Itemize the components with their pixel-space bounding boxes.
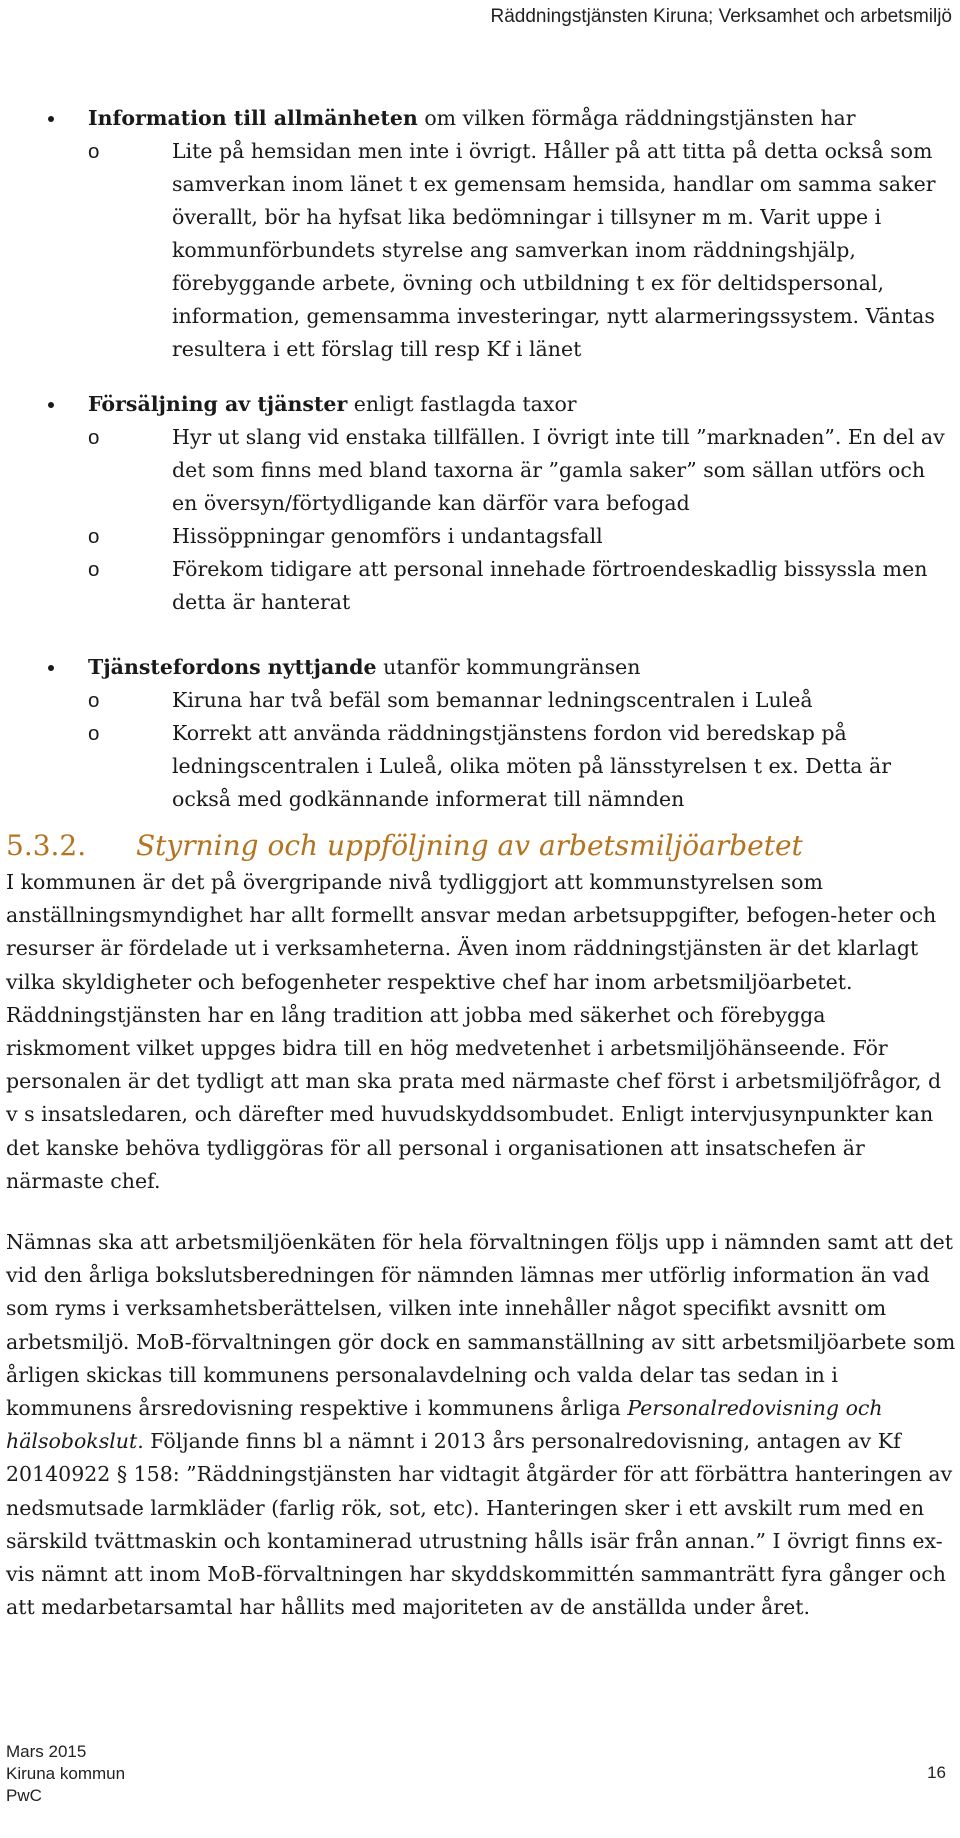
bullet-text: enligt fastlagda taxor: [347, 392, 577, 416]
bullet-forsaljning: [6, 388, 956, 619]
footer-municipality: Kiruna kommun: [6, 1764, 126, 1783]
bullet-dot-icon: [48, 402, 54, 408]
body-paragraph: I kommunen är det på övergripande nivå tydliggjort att kommunstyrelsen som anställningsmyndighet har allt formellt ansvar medan arbetsuppgifter, befogen-heter och resurser är fördelade ut i verksamheterna. Även inom räddningstjänsten är det klarlagt vilka skyldigheter och befogenheter respektive chef har inom arbetsmiljöarbetet. Räddningstjänsten har en lång tradition att jobba med säkerhet och förebygga riskmoment vilket uppges bidra till en hög medvetenhet i arbetsmiljöhänseende. För personalen är det tydligt att man ska prata med närmaste chef först i arbetsmiljöfrågor, d v s insatsledaren, och därefter med huvudskyddsombudet. Enligt intervjusynpunkter kan det kanske behöva tydliggöras för all personal i organisationen att insatschefen är närmaste chef.: [6, 870, 942, 1193]
sub-item-text: Förekom tidigare att personal innehade förtroendeskadlig bissyssla men detta är hanterat: [172, 557, 928, 614]
sub-item: [88, 684, 956, 717]
page-content: [6, 102, 956, 1624]
circle-marker-icon: o: [88, 689, 100, 712]
bullet-text: utanför kommungränsen: [376, 655, 641, 679]
bullet-tjanstefordon: [6, 651, 956, 816]
bullet-dot-icon: [48, 116, 54, 122]
page-number: 16: [927, 1763, 946, 1782]
sub-item-text: Lite på hemsidan men inte i övrigt. Håller på att titta på detta också som samverkan inom länet t ex gemensam hemsida, handlar om samma saker överallt, bör ha hyfsat lika bedömningar i tillsyner m m. Varit uppe i kommunförbundets styrelse ang samverkan inom räddningshjälp, förebyggande arbete, övning och utbildning t ex för deltidspersonal, information, gemensamma investeringar, nytt alarmeringssystem. Väntas resultera i ett förslag till resp Kf i länet: [172, 139, 936, 361]
footer-company: PwC: [6, 1786, 42, 1805]
sub-item-text: Hissöppningar genomförs i undantagsfall: [172, 524, 603, 548]
sub-item: [88, 421, 956, 520]
paragraph-italic: Personalredovisning och hälsobokslut: [6, 1396, 883, 1454]
sub-item: [88, 520, 956, 553]
bullet-dot-icon: [48, 665, 54, 671]
circle-marker-icon: o: [88, 722, 100, 745]
circle-marker-icon: o: [88, 525, 100, 548]
page-footer: [6, 1741, 125, 1807]
paragraph-text: Nämnas ska att arbetsmiljöenkäten för hela förvaltningen följs upp i nämnden samt att det vid den årliga bokslutsberedningen för nämnden lämnas mer utförlig information än vad som ryms i verksamhetsberättelsen, vilken inte innehåller något specifikt avsnitt om arbetsmiljö. MoB-förvaltningen gör dock en sammanställning av sitt arbetsmiljöarbete som årligen skickas till kommunens personalavdelning och valda delar tas sedan in i kommunens årsredovisning respektive i kommunens årliga: [6, 1230, 956, 1421]
circle-marker-icon: o: [88, 426, 100, 449]
section-number: 5.3.2.: [6, 829, 87, 862]
circle-marker-icon: o: [88, 140, 100, 163]
bullet-text: om vilken förmåga räddningstjänsten har: [417, 106, 856, 130]
bullet-bold: Tjänstefordons nyttjande: [88, 655, 377, 679]
bullet-bold: Information till allmänheten: [88, 106, 418, 130]
sub-item-text: Korrekt att använda räddningstjänstens fordon vid beredskap på ledningscentralen i Luleå, olika möten på länsstyrelsen t ex. Detta är också med godkännande informerat till nämnden: [172, 721, 892, 811]
paragraph-text: . Följande finns bl a nämnt i 2013 års personalredovisning, antagen av Kf 20140922 § 158: ”Räddningstjänsten har vidtagit åtgärder för att förbättra hanteringen av nedsmutsade larmkläder (farlig rök, sot, etc). Hanteringen sker i ett avskilt rum med en särskild tvättmaskin och kontaminerad utrustning hålls isär från annan.” I övrigt finns ex-vis nämnt att inom MoB-förvaltningen har skyddskommittén sammanträtt fyra gånger och att medarbetarsamtal har hållits med majoriteten av de anställda under året.: [6, 1429, 953, 1620]
bullet-information: [6, 102, 956, 366]
sub-list: [88, 684, 956, 816]
circle-marker-icon: o: [88, 558, 100, 581]
bullet-bold: Försäljning av tjänster: [88, 392, 348, 416]
sub-item: [88, 717, 956, 816]
body-paragraph: [6, 1226, 956, 1624]
sub-item-text: Hyr ut slang vid enstaka tillfällen. I övrigt inte till ”marknaden”. En del av det som finns med bland taxorna är ”gamla saker” som sällan utförs och en översyn/förtydligande kan därför vara befogad: [172, 425, 945, 515]
page-header: Räddningstjänsten Kiruna; Verksamhet och arbetsmiljö: [490, 6, 952, 27]
footer-date: Mars 2015: [6, 1742, 87, 1761]
sub-list: [88, 421, 956, 619]
sub-list: [88, 135, 956, 366]
sub-item: [88, 553, 956, 619]
sub-item: [88, 135, 956, 366]
section-heading: [6, 826, 956, 866]
section-title: Styrning och uppföljning av arbetsmiljöarbetet: [136, 829, 803, 862]
sub-item-text: Kiruna har två befäl som bemannar ledningscentralen i Luleå: [172, 688, 813, 712]
